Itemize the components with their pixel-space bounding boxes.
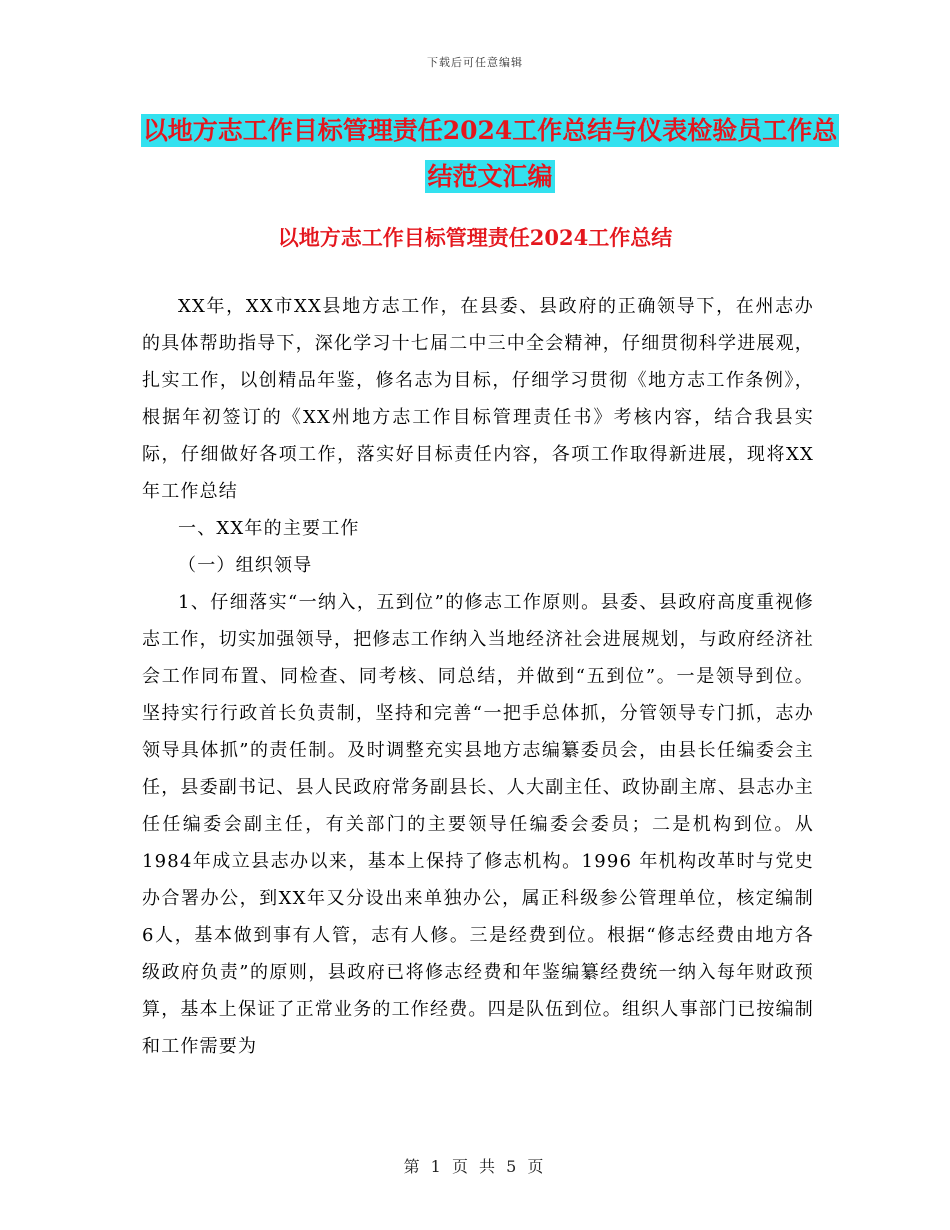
body-paragraph: XX年，XX市XX县地方志工作，在县委、县政府的正确领导下，在州志办的具体帮助指导下，深化学习十七届二中三中全会精神，仔细贯彻科学进展观，扎实工作，以创精品年鉴，修名志为目标，仔细学习贯彻《地方志工作条例》，根据年初签订的《XX州地方志工作目标管理责任书》考核内容，结合我县实际，仔细做好各项工作，落实好目标责任内容，各项工作取得新进展，现将XX年工作总结 [142, 296, 814, 502]
document-body [142, 288, 814, 1065]
section-heading: 一、XX年的主要工作 [178, 518, 360, 539]
header-note: 下载后可任意编辑 [427, 56, 523, 69]
body-paragraph: 1、仔细落实“一纳入，五到位”的修志工作原则。县委、县政府高度重视修志工作，切实加强领导，把修志工作纳入当地经济社会进展规划，与政府经济社会工作同布置、同检查、同考核、同总结，并做到“五到位”。一是领导到位。坚持实行行政首长负责制，坚持和完善“一把手总体抓，分管领导专门抓，志办领导具体抓”的责任制。及时调整充实县地方志编纂委员会，由县长任编委会主任，县委副书记、县人民政府常务副县长、人大副主任、政协副主席、县志办主任任编委会副主任，有关部门的主要领导任编委会委员；二是机构到位。从1984年成立县志办以来，基本上保持了修志机构。1996 年机构改革时与党史办合署办公，到XX年又分设出来单独办公，属正科级参公管理单位，核定编制6人，基本做到事有人管，志有人修。三是经费到位。根据“修志经费由地方各级政府负责”的原则，县政府已将修志经费和年鉴编纂经费统一纳入每年财政预算，基本上保证了正常业务的工作经费。四是队伍到位。组织人事部门已按编制和工作需要为 [142, 592, 814, 1057]
document-main-title [140, 108, 840, 200]
main-title-text: 以地方志工作目标管理责任2024工作总结与仪表检验员工作总结范文汇编 [142, 116, 838, 191]
section-title: 以地方志工作目标管理责任2024工作总结 [277, 225, 673, 250]
subsection-heading: （一）组织领导 [178, 555, 313, 576]
page-footer: 第 1 页 共 5 页 [403, 1157, 547, 1176]
